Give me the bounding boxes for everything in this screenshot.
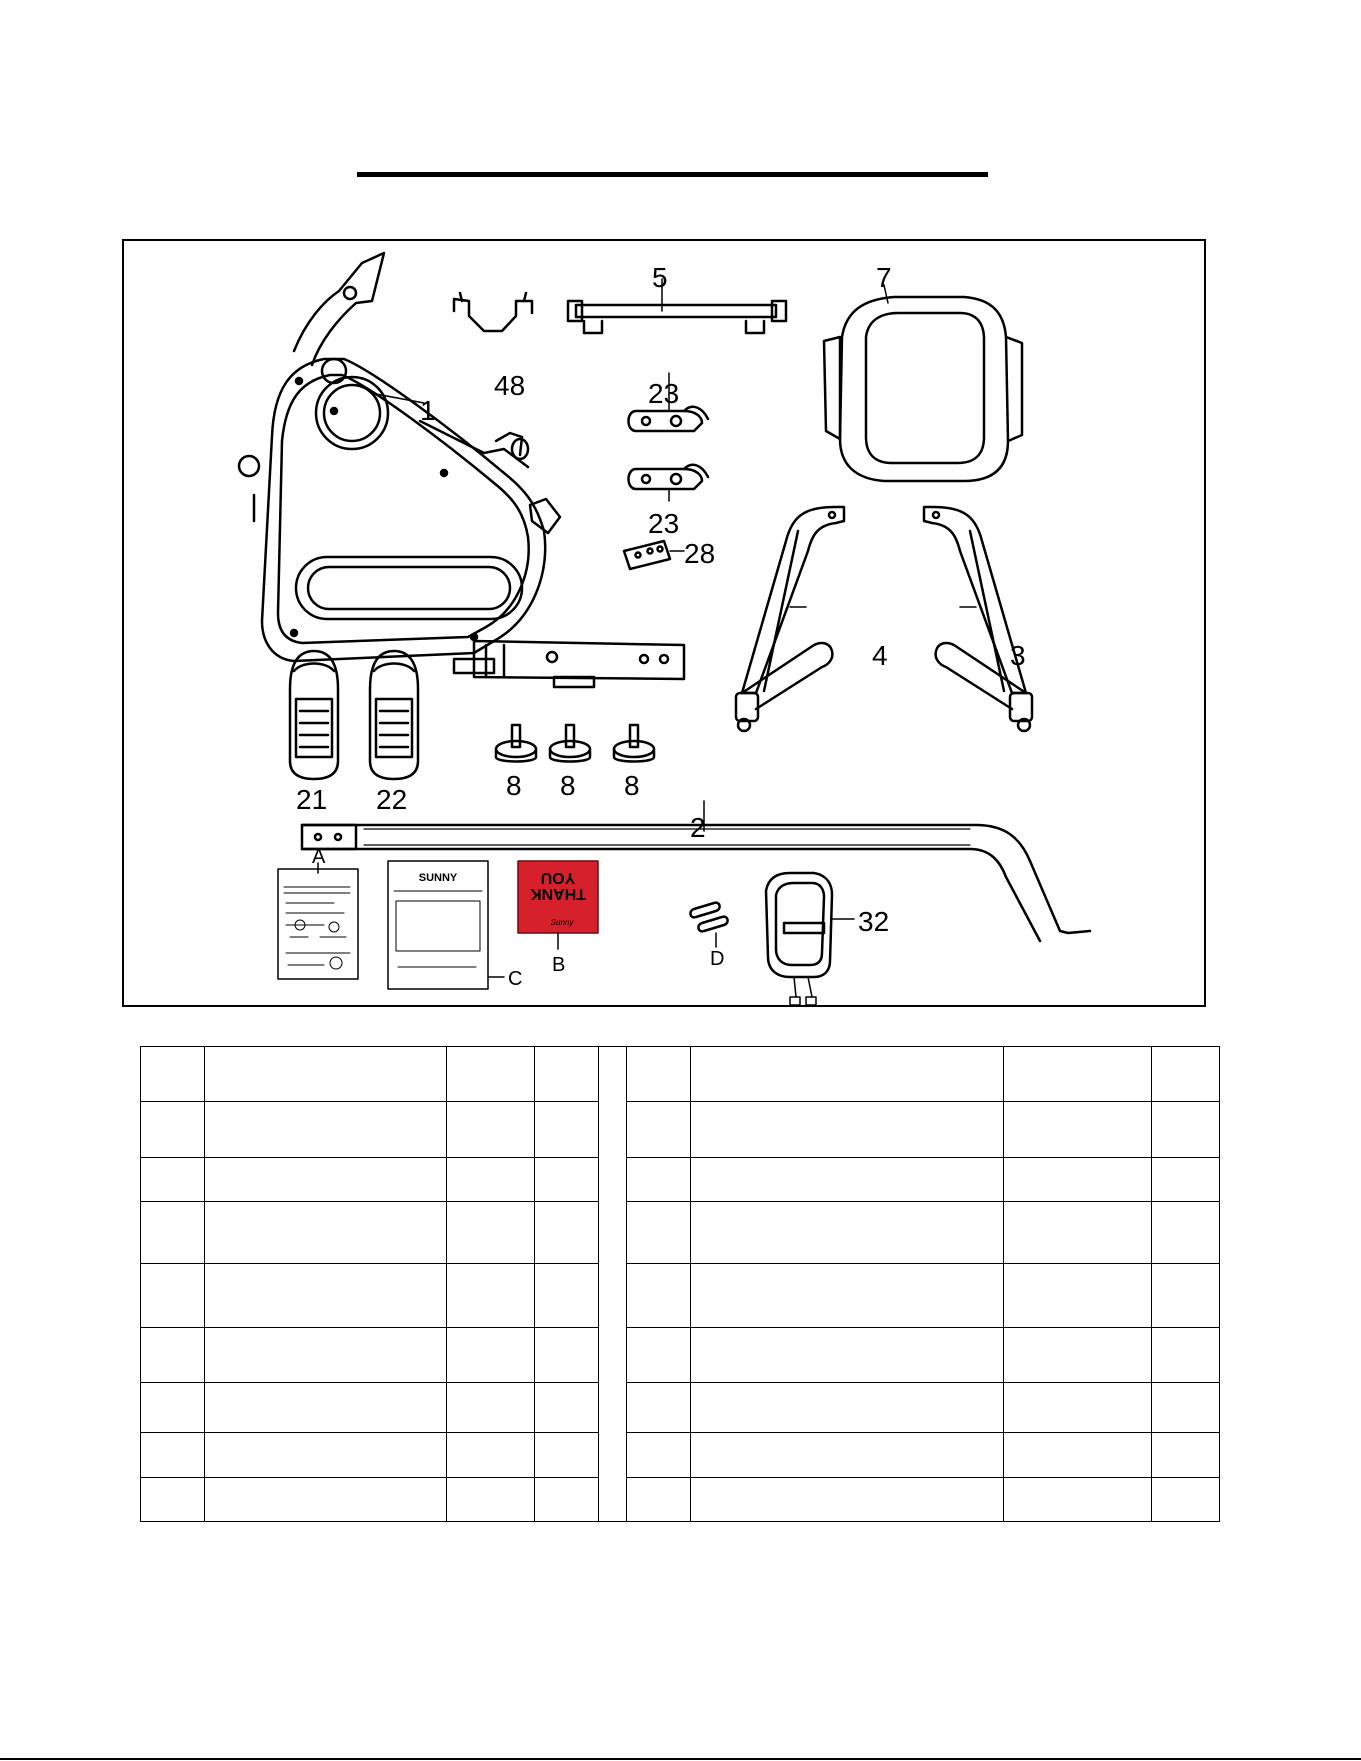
part-32-monitor bbox=[766, 873, 854, 1005]
label-part-32: 32 bbox=[858, 906, 890, 937]
label-part-8a: 8 bbox=[506, 770, 522, 801]
label-part-8b: 8 bbox=[560, 770, 576, 801]
label-part-7: 7 bbox=[876, 262, 892, 293]
part-A-tool-card bbox=[278, 863, 358, 979]
part-5-stabilizer bbox=[568, 279, 786, 333]
label-part-4: 4 bbox=[872, 640, 888, 671]
label-part-21: 21 bbox=[296, 784, 328, 815]
table-row bbox=[141, 1157, 1220, 1202]
part-3-leg bbox=[924, 507, 1032, 731]
label-part-3: 3 bbox=[1010, 640, 1026, 671]
part-22-pedal bbox=[370, 651, 418, 779]
part-4-leg bbox=[736, 507, 844, 731]
part-D-caps bbox=[690, 903, 727, 947]
parts-list-table bbox=[140, 1046, 1220, 1522]
card-brand: Sunny bbox=[550, 918, 574, 927]
table-row bbox=[141, 1263, 1220, 1328]
card-text-thank: THANK bbox=[530, 885, 586, 902]
label-part-48: 48 bbox=[494, 370, 526, 401]
card-text-you: YOU bbox=[540, 869, 576, 886]
label-part-C: C bbox=[508, 968, 523, 990]
label-part-23a: 23 bbox=[648, 378, 680, 409]
title-rule bbox=[357, 172, 988, 177]
part-8-feet bbox=[496, 725, 654, 762]
table-row bbox=[141, 1101, 1220, 1157]
parts-diagram-svg bbox=[124, 241, 1208, 1009]
table-row bbox=[141, 1047, 1220, 1102]
table-row bbox=[141, 1328, 1220, 1383]
label-part-5: 5 bbox=[652, 262, 668, 293]
part-7-seat bbox=[824, 285, 1022, 481]
label-part-D: D bbox=[710, 948, 725, 970]
label-part-22: 22 bbox=[376, 784, 408, 815]
label-part-A: A bbox=[312, 846, 326, 868]
part-28-bracket bbox=[624, 541, 684, 569]
table-row bbox=[141, 1202, 1220, 1263]
label-part-8c: 8 bbox=[624, 770, 640, 801]
table-row bbox=[141, 1433, 1220, 1478]
part-48-bracket bbox=[454, 293, 532, 331]
page-bottom-rule bbox=[0, 1758, 1361, 1760]
manual-brand: SUNNY bbox=[418, 872, 458, 884]
part-21-pedal bbox=[290, 651, 338, 779]
table-row bbox=[141, 1478, 1220, 1522]
label-part-B: B bbox=[552, 954, 566, 976]
label-part-2: 2 bbox=[690, 812, 706, 843]
label-part-1: 1 bbox=[420, 395, 436, 426]
parts-diagram bbox=[122, 239, 1206, 1007]
label-part-28: 28 bbox=[684, 538, 716, 569]
label-part-23b: 23 bbox=[648, 508, 680, 539]
table-row bbox=[141, 1382, 1220, 1432]
